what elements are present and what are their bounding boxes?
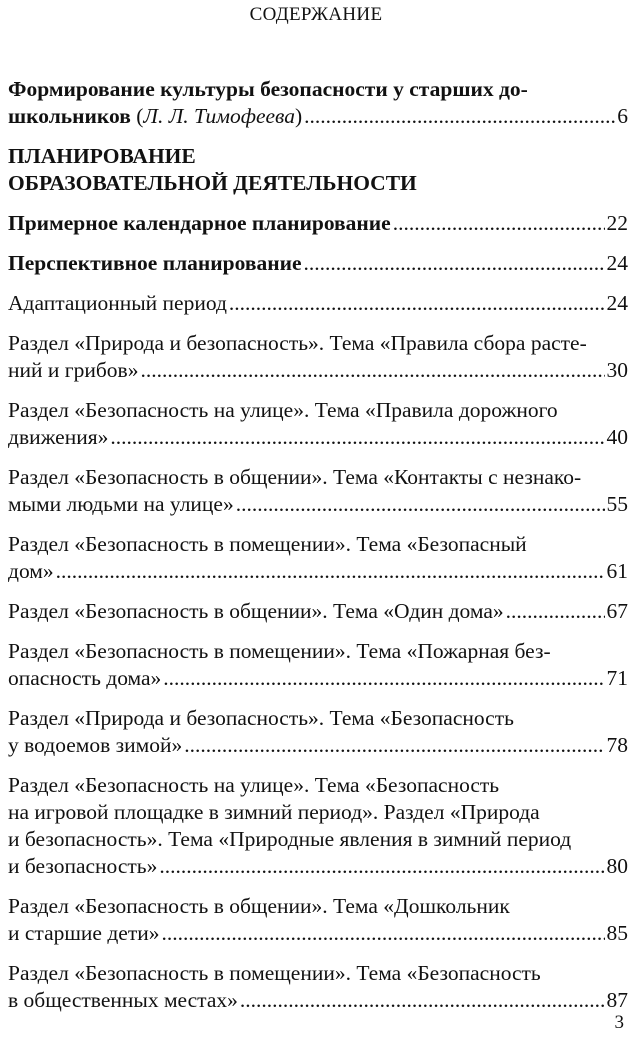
toc-entry-last-line [8,987,628,1014]
toc-entry[interactable] [8,772,628,880]
toc-entry-last-line [8,103,628,130]
toc-entry[interactable] [8,397,628,451]
toc-entry[interactable] [8,464,628,518]
toc-entry[interactable] [8,210,628,237]
toc-entry-title: в общественных местах» [8,988,238,1012]
toc-page-number: 24 [606,291,628,315]
dot-leader [163,665,604,692]
toc-entry[interactable] [8,250,628,277]
toc-entry[interactable] [8,290,628,317]
paren-open: ( [130,104,144,128]
toc-entry-last-line [8,210,628,237]
toc-entries [8,210,628,1014]
toc-page-number: 80 [606,854,628,878]
toc-page-number: 61 [606,559,628,583]
dot-leader [506,598,605,625]
toc-entry-last-line [8,598,628,625]
toc-entry-title: Примерное календарное планирование [8,211,391,235]
toc-entry-last-line [8,491,628,518]
toc-entry-line: Раздел «Безопасность в помещении». Тема «Безопасный [8,532,527,556]
toc-page-number: 22 [606,211,628,235]
toc-page-number: 30 [606,358,628,382]
toc-entry[interactable] [8,705,628,759]
toc-entry-last-line [8,853,628,880]
toc-entry-last-line [8,290,628,317]
toc-entry[interactable] [8,960,628,1014]
toc-entry[interactable] [8,893,628,947]
toc-entry-last-line [8,732,628,759]
toc-entry-line: на игровой площадке в зимний период». Раздел «Природа [8,800,540,824]
toc-entry-title: школьников [8,104,131,128]
toc-entry[interactable] [8,531,628,585]
toc-page-number: 71 [606,666,628,690]
toc-entry-last-line [8,558,628,585]
toc-page-number: 24 [606,251,628,275]
section-heading [8,143,628,197]
toc-entry-title: дом» [8,559,54,583]
dot-leader [184,732,604,759]
toc-entry-author: Л. Л. Тимофеева [143,104,295,128]
toc-entry-title: опасность дома» [8,666,162,690]
toc-entry-line: Раздел «Безопасность на улице». Тема «Правила дорожного [8,398,558,422]
toc-entry-last-line [8,250,628,277]
toc-page-number: 67 [606,599,628,623]
dot-leader [56,558,605,585]
toc-entry-last-line [8,665,628,692]
toc-entry-title: Адаптационный период [8,291,227,315]
table-of-contents [8,76,628,1027]
toc-entry[interactable] [8,330,628,384]
toc-entry-line: Раздел «Природа и безопасность». Тема «Правила сбора расте- [8,331,587,355]
toc-page-number: 78 [606,733,628,757]
dot-leader [236,491,605,518]
dot-leader [162,920,605,947]
toc-entry[interactable] [8,598,628,625]
toc-page-number: 6 [617,104,628,128]
toc-entry-title: Перспективное планирование [8,251,302,275]
toc-entry-title: у водоемов зимой» [8,733,183,757]
page-title: СОДЕРЖАНИЕ [249,4,383,25]
toc-entry-title: ний и грибов» [8,358,139,382]
toc-page-number: 40 [606,425,628,449]
toc-page-number: 85 [606,921,628,945]
toc-page-number: 87 [606,988,628,1012]
page-number: 3 [614,1012,624,1033]
toc-entry-last-line [8,920,628,947]
toc-entry-line: Раздел «Безопасность в общении». Тема «Дошкольник [8,894,510,918]
toc-entry-intro[interactable] [8,76,628,130]
toc-entry-title: и безопасность» [8,854,158,878]
toc-entry-title: движения» [8,425,109,449]
toc-entry-title: мыми людьми на улице» [8,492,234,516]
toc-entry-title: и старшие дети» [8,921,160,945]
toc-page-number: 55 [606,492,628,516]
toc-entry-title: Раздел «Безопасность в общении». Тема «Один дома» [8,599,504,623]
toc-entry-line: Раздел «Природа и безопасность». Тема «Безопасность [8,706,514,730]
toc-entry-last-line [8,424,628,451]
dot-leader [110,424,604,451]
toc-entry-line: Раздел «Безопасность в общении». Тема «Контакты с незнако- [8,465,582,489]
dot-leader [393,210,605,237]
section-heading-line: ПЛАНИРОВАНИЕ [8,144,196,168]
toc-entry[interactable] [8,638,628,692]
dot-leader [304,103,615,130]
paren-close: ) [294,104,303,128]
dot-leader [240,987,605,1014]
dot-leader [159,853,604,880]
toc-entry-line: и безопасность». Тема «Природные явления в зимний период [8,827,572,851]
toc-entry-line: Раздел «Безопасность в помещении». Тема «Пожарная без- [8,639,551,663]
dot-leader [229,290,605,317]
section-heading-line: ОБРАЗОВАТЕЛЬНОЙ ДЕЯТЕЛЬНОСТИ [8,171,417,195]
toc-entry-line: Формирование культуры безопасности у старших до- [8,77,528,101]
toc-entry-line: Раздел «Безопасность в помещении». Тема «Безопасность [8,961,541,985]
toc-entry-last-line [8,357,628,384]
toc-entry-line: Раздел «Безопасность на улице». Тема «Безопасность [8,773,500,797]
dot-leader [304,250,605,277]
dot-leader [140,357,604,384]
